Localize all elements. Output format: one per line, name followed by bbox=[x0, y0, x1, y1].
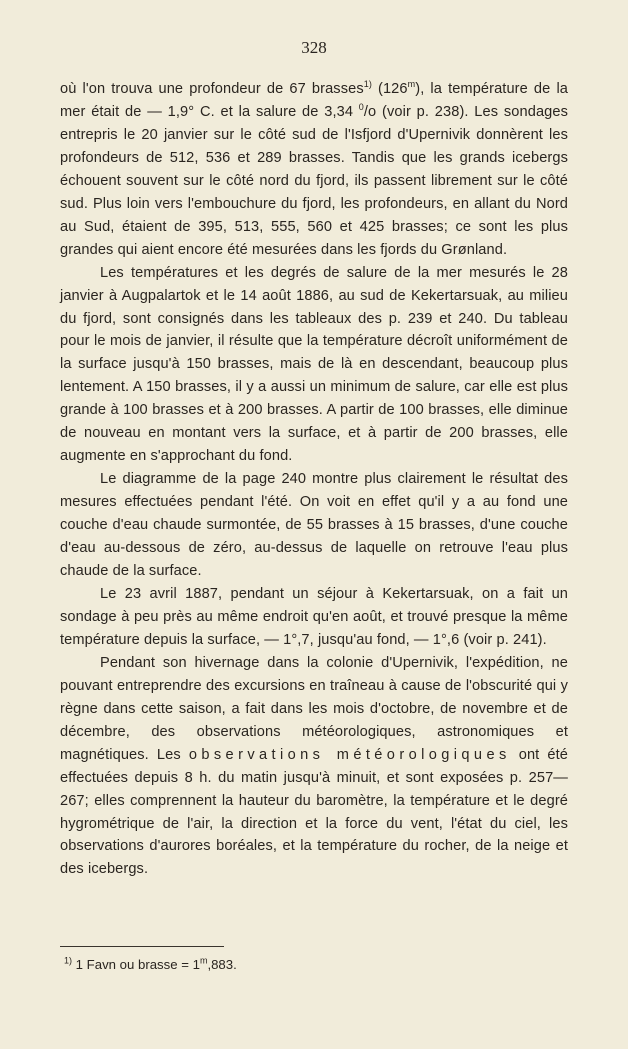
paragraph-2: Les températures et les degrés de salure de la mer mesurés le 28 janvier à Augpalartok et le 14 août 1886, au sud de Kekertarsuak, au milieu du fjord, sont consignés dans les tableaux des p. 239 et 240. Du tableau pour le mois de janvier, il résulte que la température décroît uniformément de la surface jusqu'à 150 brasses, mais de là en descendant, beaucoup plus lentement. A 150 brasses, il y a aussi un minimum de salure, car elle est plus grande à 100 brasses et à 200 brasses. A partir de 100 brasses, elle diminue de nouveau en montant vers la surface, et à partir de 200 brasses, elle augmente en s'approchant du fond. bbox=[60, 264, 568, 465]
page-number: 328 bbox=[301, 38, 327, 57]
paragraph-5: Pendant son hivernage dans la colonie d'Upernivik, l'expédition, ne pouvant entreprendre des excursions en traîneau à cause de l'obscurité qui y règne dans cette saison, a fait dans les mois d'octobre, de novembre et de décembre, des observations météorologiques, astronomiques et magnétiques. Les observations météorologiques ont été effectuées depuis 8 h. du matin jusqu'à minuit, et sont exposées p. 257—267; elles comprennent la hauteur du baromètre, la température et le degré hygrométrique de l'air, la direction et la force du vent, l'état du ciel, les observations d'aurores boréales, et la température du rocher, de la neige et des icebergs. bbox=[60, 654, 568, 878]
paragraph-3: Le diagramme de la page 240 montre plus clairement le résultat des mesures effectuées pendant l'été. On voit en effet qu'il y a au fond une couche d'eau chaude surmontée, de 55 brasses à 15 brasses, d'une couche d'eau au-dessous de zéro, au-dessus de laquelle on retrouve l'eau plus chaude de la surface. bbox=[60, 471, 568, 580]
paragraph-4: Le 23 avril 1887, pendant un séjour à Kekertarsuak, on a fait un sondage à peu près au même endroit qu'en août, et trouvé presque la même température depuis la surface, — 1°,7, jusqu'au fond, — 1°,6 (voir p. 241). bbox=[60, 585, 568, 648]
footnote: $^{1)}$ 1 Favn ou brasse = $1^m,883$. bbox=[64, 955, 237, 972]
footnote-ref: 1) bbox=[363, 79, 372, 90]
paragraph-1: où l'on trouva une profondeur de 67 brasses$^{1)}$ (126$^m$), la température de la mer était de — 1,9° C. et la salure de 3,34 $^0$/o (voir p. 238). Les sondages entrepris le 20 janvier sur le côté sud de l'Isfjord d'Upernivik donnèrent les profondeurs de 512, 536 et 289 brasses. Tandis que les grands icebergs échouent souvent sur le côté nord du fjord, ils passent librement sur le côté sud. Plus loin vers l'embouchure du fjord, les profondeurs, en allant du Nord au Sud, étaient de 395, 513, 555, 560 et 425 brasses; ce sont les plus grandes qui aient encore été mesurées dans les fjords du Grønland. bbox=[60, 79, 568, 258]
footnote-marker: 1) bbox=[64, 955, 73, 966]
spaced-emphasis: observations météorologiques bbox=[188, 746, 511, 763]
body-text bbox=[60, 78, 568, 881]
footnote-rule bbox=[60, 946, 224, 947]
